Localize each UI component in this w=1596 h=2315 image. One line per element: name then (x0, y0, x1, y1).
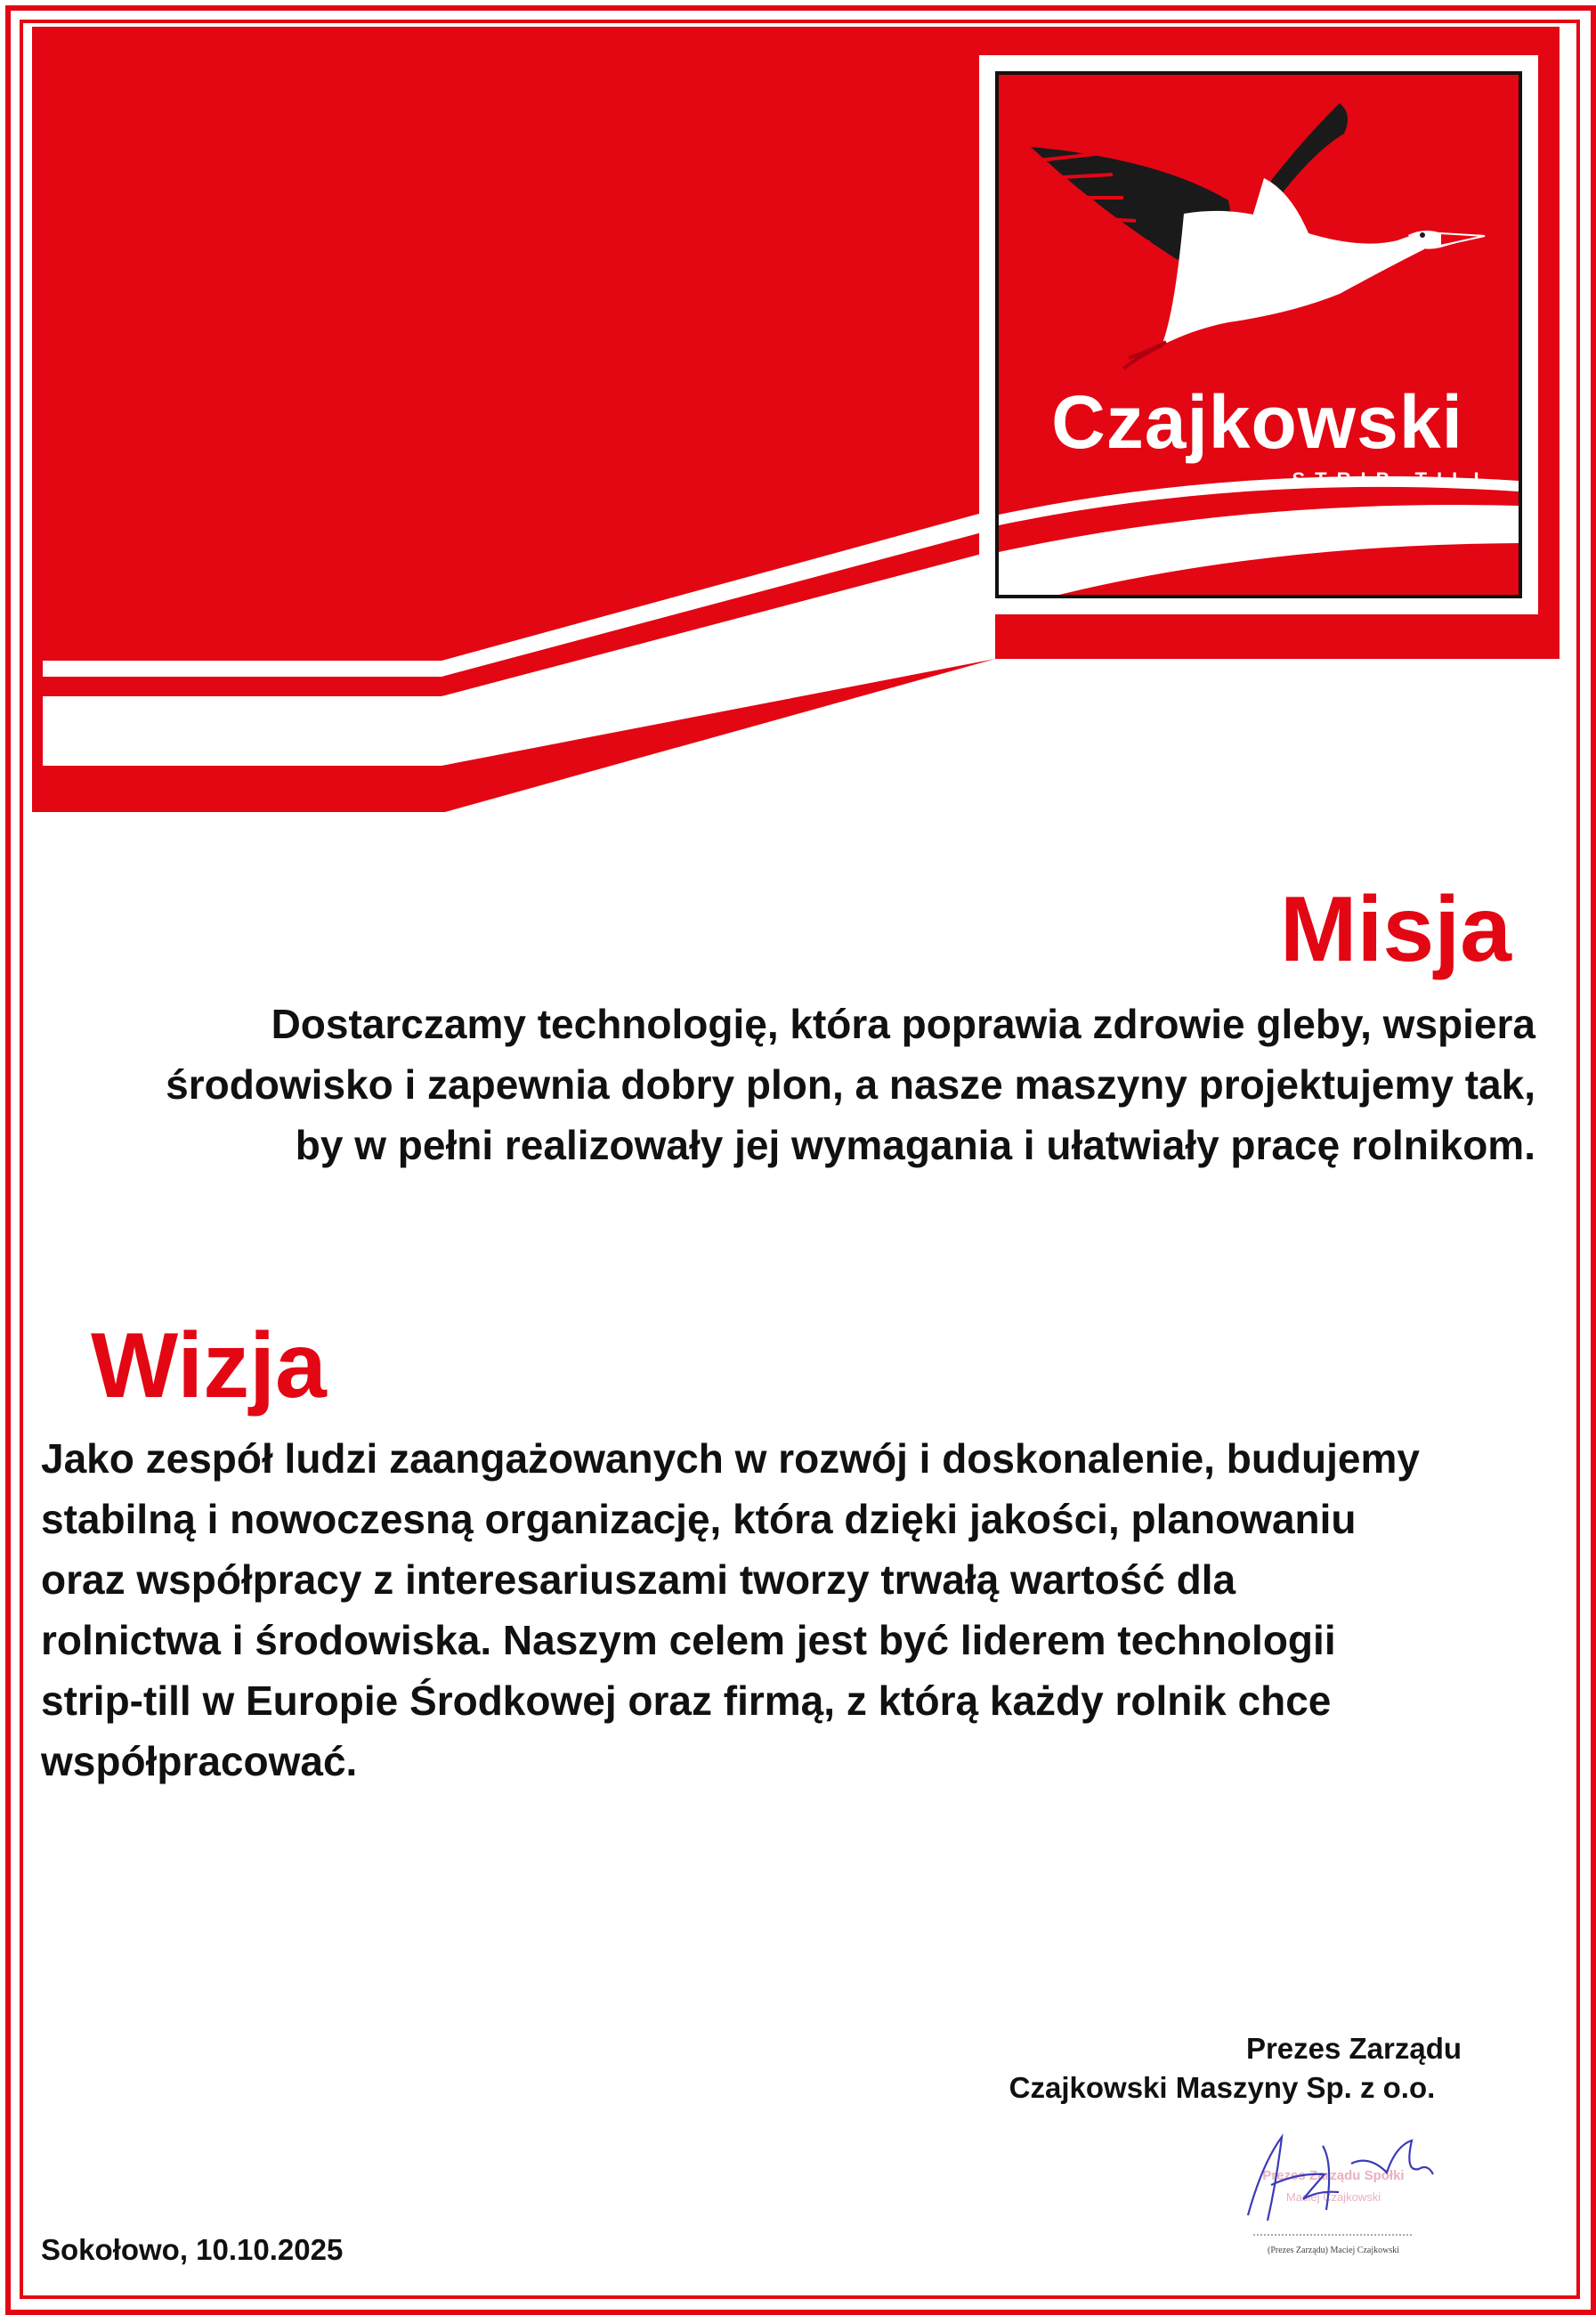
mission-line: Dostarczamy technologię, która poprawia zdrowie gleby, wspiera (271, 1001, 1535, 1047)
signatory-role: Prezes Zarządu (1245, 2032, 1462, 2065)
mission-text (36, 994, 1535, 1175)
vision-text (41, 1428, 1543, 1791)
logo-subtitle: STRIP-TILL (1292, 468, 1495, 491)
vision-line: oraz współpracy z interesariuszami tworzy trwałą wartość dla (41, 1556, 1236, 1603)
place-and-date: Sokołowo, 10.10.2025 (41, 2233, 344, 2266)
stamp-caption: (Prezes Zarządu) Maciej Czajkowski (1268, 2246, 1399, 2255)
signature-stamp (1218, 2110, 1449, 2262)
mission-line: by w pełni realizowały jej wymagania i ułatwiały pracę rolnikom. (295, 1122, 1535, 1168)
signatory-company: Czajkowski Maszyny Sp. z o.o. (1009, 2071, 1436, 2104)
mission-heading: Misja (1279, 878, 1511, 981)
vision-line: współpracować. (41, 1738, 358, 1784)
logo-wordmark: Czajkowski (1051, 380, 1463, 464)
stamp-line-2: Maciej Czajkowski (1285, 2190, 1381, 2204)
vision-line: rolnictwa i środowiska. Naszym celem jest być liderem technologii (41, 1617, 1336, 1663)
vision-line: stabilną i nowoczesną organizację, która dzięki jakości, planowaniu (41, 1496, 1357, 1542)
mission-line: środowisko i zapewnia dobry plon, a nasze maszyny projektujemy tak, (166, 1061, 1535, 1108)
vision-heading: Wizja (91, 1314, 327, 1417)
vision-line: strip-till w Europie Środkowej oraz firmą, z którą każdy rolnik chce (41, 1677, 1332, 1724)
stamp-line-1: Prezes Zarządu Spółki (1262, 2168, 1405, 2183)
vision-line: Jako zespół ludzi zaangażowanych w rozwój i doskonalenie, budujemy (41, 1435, 1420, 1482)
